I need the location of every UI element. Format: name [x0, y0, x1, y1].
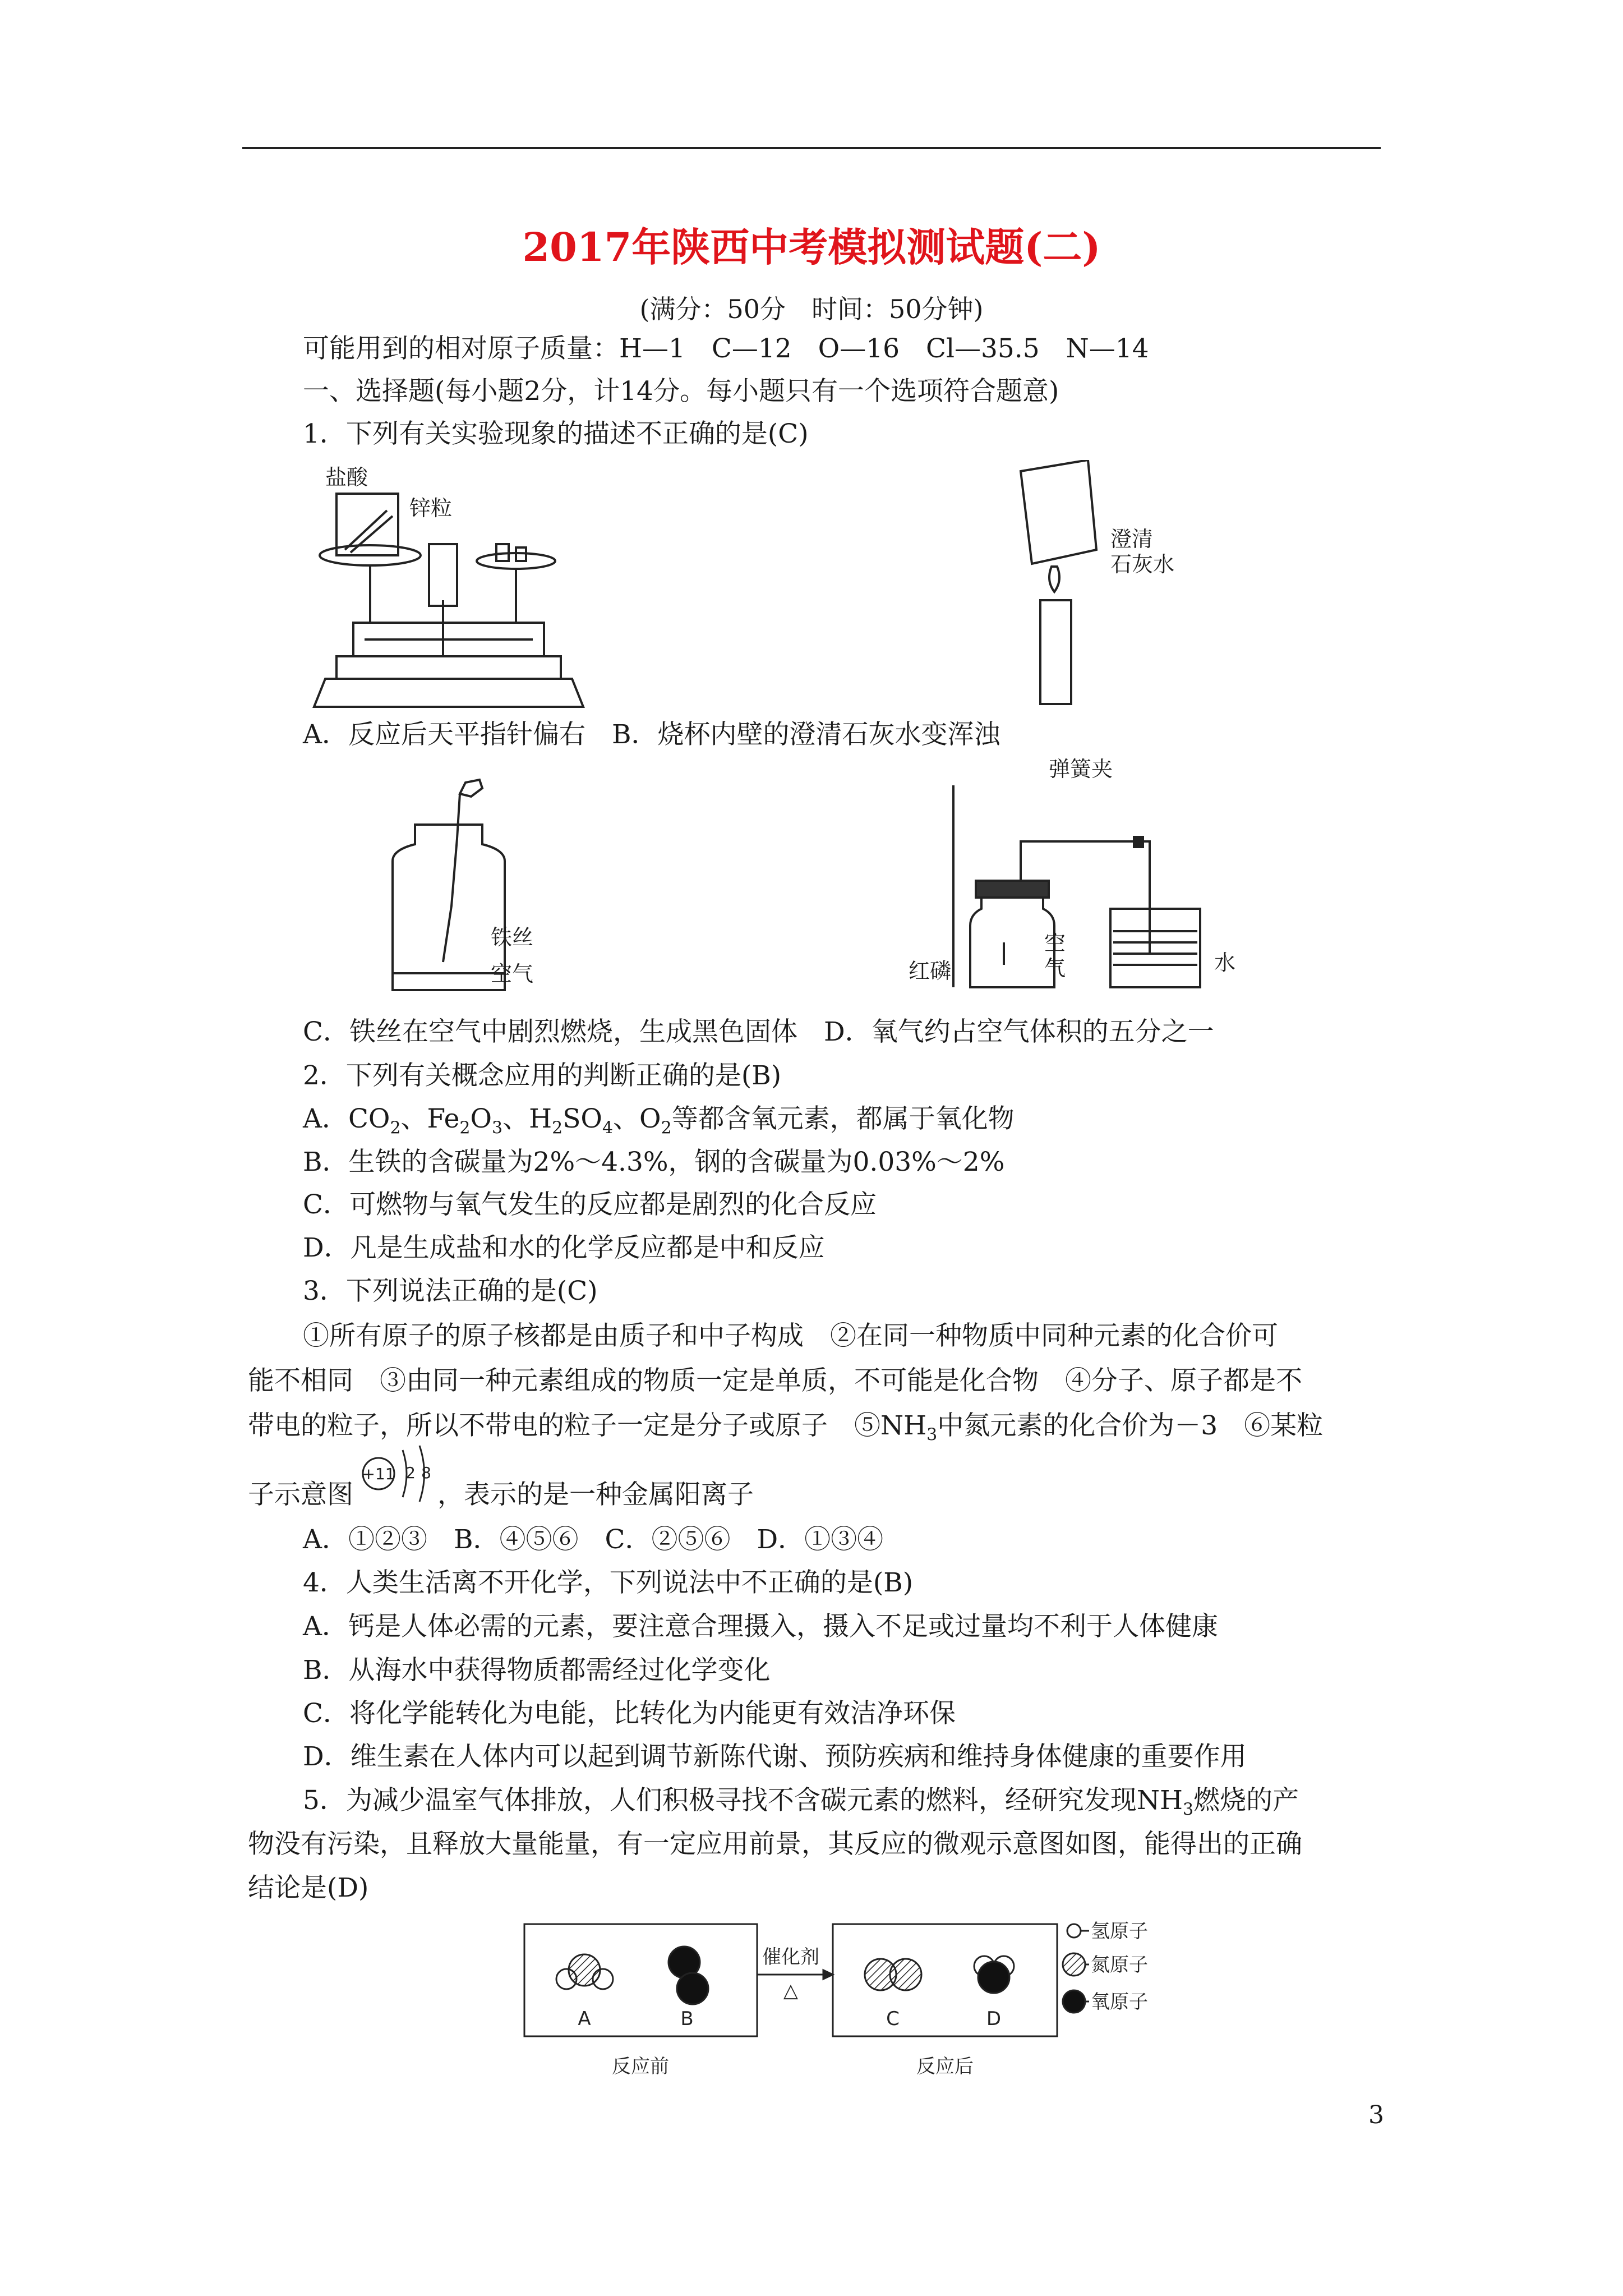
- q4-stem: 4．人类生活离不开化学，下列说法中不正确的是(B): [303, 1567, 914, 1598]
- q2-option-d: D．凡是生成盐和水的化学反应都是中和反应: [303, 1232, 825, 1263]
- fig-d-label-air-2: 气: [1044, 956, 1066, 981]
- q4-option-a: A．钙是人体必需的元素，要注意合理摄入，摄入不足或过量均不利于人体健康: [303, 1611, 1218, 1642]
- q4-option-b: B．从海水中获得物质都需经过化学变化: [303, 1655, 771, 1686]
- molecule-label-d: D: [986, 2008, 1002, 2030]
- section-heading: 一、选择题(每小题2分，计14分。每小题只有一个选项符合题意): [303, 376, 1059, 407]
- heat-symbol: △: [783, 1980, 799, 2002]
- molecule-label-a: A: [578, 2008, 591, 2030]
- exam-info: (满分：50分 时间：50分钟): [639, 294, 984, 324]
- q3-line-4: 子示意图 ，表示的是一种金属阳离子: [248, 1479, 754, 1510]
- page-number: 3: [1368, 2101, 1384, 2129]
- legend-hydrogen: 氢原子: [1091, 1920, 1148, 1943]
- atomic-masses: 可能用到的相对原子质量：H—1 C—12 O—16 Cl—35.5 N—14: [303, 333, 1149, 364]
- fig-c-label-air: 空气: [491, 961, 534, 986]
- fig-d-label-phosphorus: 红磷: [909, 959, 952, 983]
- legend-nitrogen: 氮原子: [1091, 1954, 1148, 1976]
- fig-b-label-2: 石灰水: [1110, 552, 1175, 577]
- q2-stem: 2．下列有关概念应用的判断正确的是(B): [303, 1060, 782, 1091]
- q5-line-2: 物没有污染，且释放大量能量，有一定应用前景，其反应的微观示意图如图，能得出的正确: [248, 1829, 1302, 1860]
- reaction-diagram: [522, 1913, 1195, 2081]
- q3-line-3: 带电的粒子，所以不带电的粒子一定是分子或原子 $⑤NH_3$中氮元素的化合价为－3 ⑥某粒: [248, 1410, 1324, 1445]
- q2-option-a: A．$CO_2$、$Fe_2O_3$、$H_2SO_4$、$O_2$等都含氧元素，都属于氧化物: [303, 1103, 1015, 1138]
- shell-2-electrons: 8: [421, 1464, 431, 1482]
- q2-option-c: C．可燃物与氧气发生的反应都是剧烈的化合反应: [303, 1189, 877, 1220]
- q4-option-d: D．维生素在人体内可以起到调节新陈代谢、预防疾病和维持身体健康的重要作用: [303, 1741, 1247, 1772]
- legend-oxygen: 氧原子: [1091, 1991, 1148, 2013]
- page-title: 2017年陕西中考模拟测试题(二): [522, 224, 1101, 270]
- after-label: 反应后: [916, 2055, 974, 2078]
- q1-options-ab: A．反应后天平指针偏右 B．烧杯内壁的澄清石灰水变浑浊: [303, 719, 1000, 750]
- q3-options: A．①②③ B．④⑤⑥ C．②⑤⑥ D．①③④: [303, 1524, 884, 1555]
- q4-option-c: C．将化学能转化为电能，比转化为内能更有效洁净环保: [303, 1698, 956, 1729]
- candle-beaker-figure: [998, 460, 1110, 707]
- shell-1-electrons: 2: [405, 1464, 416, 1482]
- header-rule: [242, 147, 1381, 149]
- catalyst-label: 催化剂: [762, 1946, 819, 1968]
- q1-stem: 1．下列有关实验现象的描述不正确的是(C): [303, 418, 809, 449]
- fig-d-label-air-1: 空: [1044, 931, 1066, 955]
- molecule-label-c: C: [886, 2008, 900, 2030]
- fig-b-label-1: 澄清: [1110, 527, 1154, 551]
- fig-d-label-water: 水: [1214, 950, 1236, 975]
- phosphorus-figure: [948, 785, 1217, 999]
- q5-line-1: 5．为减少温室气体排放，人们积极寻找不含碳元素的燃料，经研究发现$NH_3$燃烧的产: [303, 1785, 1299, 1820]
- ion-structure-diagram: [359, 1439, 443, 1509]
- q2-option-b: B．生铁的含碳量为2%～4.3%，钢的含碳量为0.03%～2%: [303, 1147, 1005, 1177]
- before-label: 反应前: [612, 2055, 669, 2078]
- fig-a-label-zinc: 锌粒: [409, 496, 453, 521]
- fig-d-label-clamp: 弹簧夹: [1049, 757, 1113, 781]
- q3-stem: 3．下列说法正确的是(C): [303, 1276, 598, 1306]
- nucleus-charge: +11: [362, 1465, 395, 1483]
- molecule-label-b: B: [680, 2008, 694, 2030]
- fig-a-label-acid: 盐酸: [325, 465, 368, 490]
- q1-options-cd: C．铁丝在空气中剧烈燃烧，生成黑色固体 D．氧气约占空气体积的五分之一: [303, 1016, 1214, 1047]
- q3-line-2: 能不相同 ③由同一种元素组成的物质一定是单质，不可能是化合物 ④分子、原子都是不: [248, 1365, 1302, 1396]
- q5-line-3: 结论是(D): [248, 1872, 369, 1903]
- q3-line-1: ①所有原子的原子核都是由质子和中子构成 ②在同一种物质中同种元素的化合价可: [303, 1320, 1278, 1351]
- fig-c-label-iron: 铁丝: [491, 925, 534, 950]
